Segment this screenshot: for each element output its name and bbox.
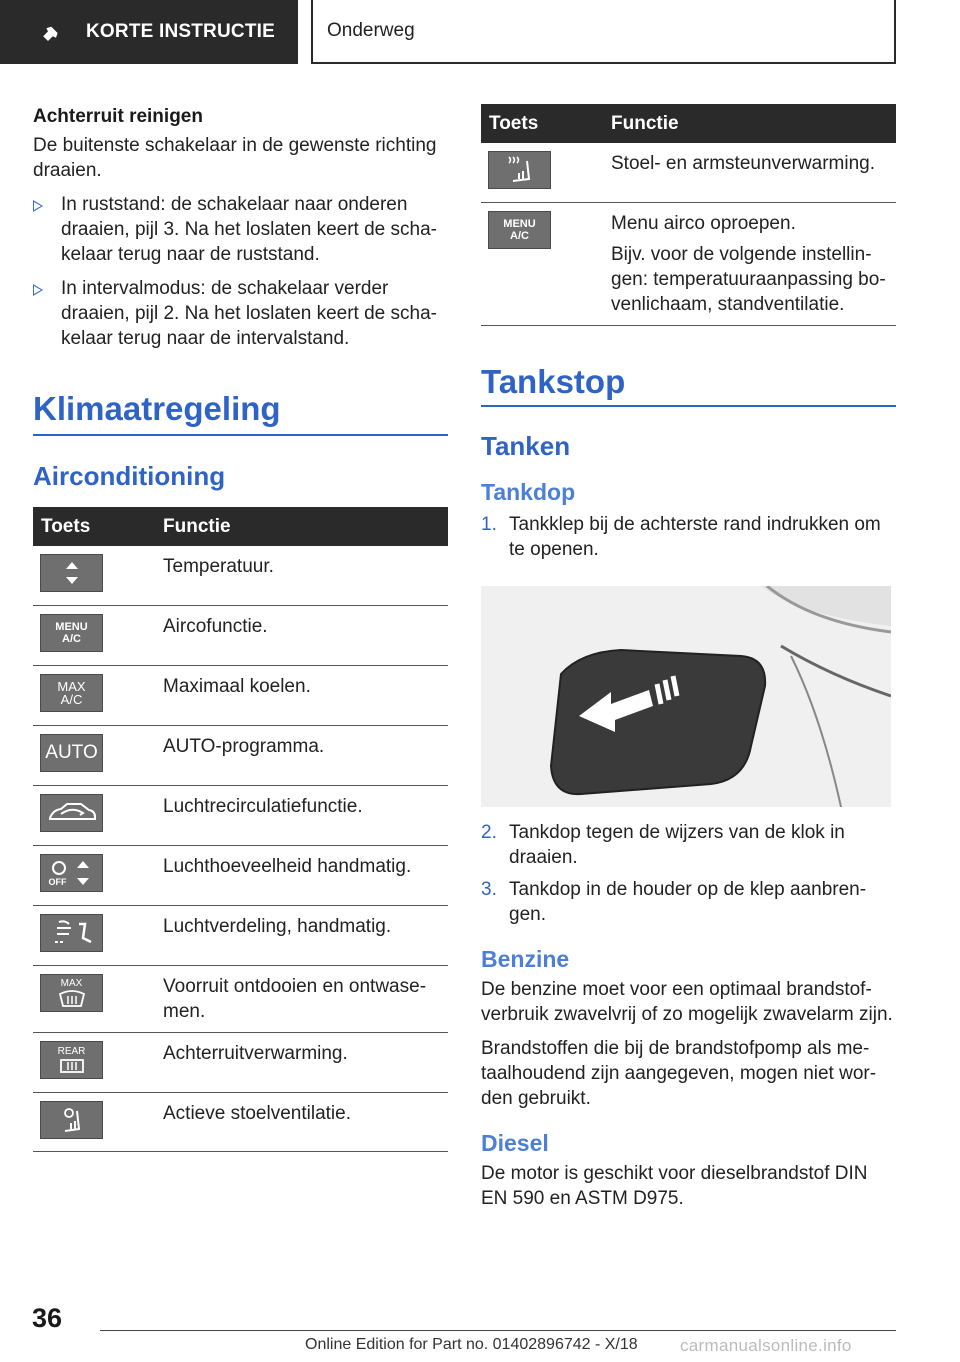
- row-function: Maximaal koelen.: [159, 665, 448, 725]
- max-ac-icon: MAX A/C: [40, 674, 103, 712]
- row-function: AUTO-programma.: [159, 725, 448, 785]
- menu-ac-icon: MENU A/C: [40, 614, 103, 652]
- row-function-extra: Bijv. voor de volgende instellingen: temperatuuraanpassing bovenlichaam, standventilatie.: [611, 243, 886, 315]
- step-text: Tankdop tegen de wijzers van de klok in draaien.: [509, 822, 845, 868]
- table-row: [33, 725, 448, 785]
- page-header: [0, 0, 960, 66]
- subheading-airconditioning: Airconditioning: [33, 461, 226, 491]
- col-header-function: Functie: [159, 507, 448, 546]
- fan-off-arrows-icon: OFF: [40, 854, 103, 892]
- subheading-benzine: Benzine: [481, 946, 570, 972]
- row-function: Voorruit ontdooien en ontwasemen.: [159, 965, 448, 1032]
- table-row: [33, 665, 448, 725]
- subheading-diesel: Diesel: [481, 1130, 549, 1156]
- rear-wiper-heading: Achterruit reinigen: [33, 106, 203, 127]
- triangle-bullet-icon: [33, 284, 43, 296]
- temperature-arrows-icon: [40, 554, 103, 592]
- row-function: Aircofunctie.: [159, 605, 448, 665]
- air-distribution-icon: [40, 914, 103, 952]
- table-row: [33, 965, 448, 1032]
- step-text: Tankdop in de houder op de klep aanbrengen.: [509, 879, 867, 925]
- table-header-row: [481, 104, 896, 143]
- auto-icon: AUTO: [40, 734, 103, 772]
- table-row: [33, 845, 448, 905]
- heading-rule: [481, 405, 896, 407]
- bullet-text: In ruststand: de schakelaar naar onderen draaien, pijl 3. Na het loslaten keert de schakelaar terug naar de ruststand.: [61, 194, 437, 265]
- pin-icon: [40, 24, 64, 42]
- seat-ventilation-icon: [40, 1101, 103, 1139]
- subheading-tankdop: Tankdop: [481, 479, 576, 505]
- bullet-item: [33, 276, 448, 351]
- table-row: [33, 785, 448, 845]
- section-tab[interactable]: [311, 0, 896, 64]
- chapter-tab[interactable]: [0, 0, 298, 64]
- table-row: [33, 605, 448, 665]
- table-row: [481, 202, 896, 325]
- bullet-text: In intervalmodus: de schakelaar verder draaien, pijl 2. Na het loslaten keert de schakelaar terug naar de intervalstand.: [61, 278, 437, 349]
- page-number: 36: [32, 1303, 63, 1333]
- step-number: 2.: [481, 822, 497, 843]
- edition-text: Online Edition for Part no. 01402896742 - X/18: [305, 1336, 638, 1353]
- watermark: carmanualsonline.info: [680, 1336, 852, 1355]
- table-row: [481, 143, 896, 202]
- bullet-item: [33, 192, 448, 267]
- chapter-tab-label: KORTE INSTRUCTIE: [86, 21, 275, 42]
- rear-wiper-intro: De buitenste schakelaar in de gewenste richting draaien.: [33, 135, 437, 181]
- section-tab-label: Onderweg: [327, 20, 415, 41]
- max-defrost-icon: MAX: [40, 974, 103, 1012]
- benzine-paragraph-2: Brandstoffen die bij de brandstofpomp als metaalhoudend zijn aangegeven, mogen niet worden gebruikt.: [481, 1038, 877, 1109]
- table-row: [33, 905, 448, 965]
- step-text: Tankklep bij de achterste rand indrukken om te openen.: [509, 514, 881, 560]
- section-heading-klimaat: Klimaatregeling: [33, 390, 281, 427]
- section-heading-tankstop: Tankstop: [481, 363, 626, 400]
- col-header-key: Toets: [481, 104, 607, 143]
- table-header-row: [33, 507, 448, 546]
- row-function: Menu airco oproepen.: [611, 212, 796, 234]
- seat-table: [481, 104, 896, 326]
- subheading-tanken: Tanken: [481, 431, 571, 461]
- row-function: Luchtverdeling, handmatig.: [159, 905, 448, 965]
- step-item: [481, 512, 896, 562]
- row-function: Luchtrecirculatiefunctie.: [159, 785, 448, 845]
- benzine-paragraph-1: De benzine moet voor een optimaal brandstofverbruik zwavelvrij of zo mogelijk zwavelarm zijn.: [481, 979, 893, 1025]
- table-row: [33, 546, 448, 605]
- step-item: [481, 877, 896, 927]
- climate-table: [33, 507, 448, 1152]
- row-function: Achterruitverwarming.: [159, 1032, 448, 1092]
- step-number: 3.: [481, 879, 497, 900]
- row-function: Luchthoeveelheid handmatig.: [159, 845, 448, 905]
- row-function: Stoel- en armsteunverwarming.: [607, 143, 896, 202]
- footer-rule: [100, 1330, 896, 1331]
- fuel-cap-photo: [481, 586, 891, 807]
- heading-rule: [33, 434, 448, 436]
- seat-heating-icon: [488, 151, 551, 189]
- triangle-bullet-icon: [33, 200, 43, 212]
- recirculation-icon: [40, 794, 103, 832]
- diesel-paragraph: De motor is geschikt voor dieselbrandstof DIN EN 590 en ASTM D975.: [481, 1163, 868, 1209]
- menu-ac-icon: MENU A/C: [488, 211, 551, 249]
- col-header-function: Functie: [607, 104, 896, 143]
- row-function: Actieve stoelventilatie.: [159, 1092, 448, 1151]
- rear-defrost-icon: REAR: [40, 1041, 103, 1079]
- table-row: [33, 1032, 448, 1092]
- step-number: 1.: [481, 514, 497, 535]
- table-row: [33, 1092, 448, 1151]
- row-function: Temperatuur.: [159, 546, 448, 605]
- step-item: [481, 820, 896, 870]
- col-header-key: Toets: [33, 507, 159, 546]
